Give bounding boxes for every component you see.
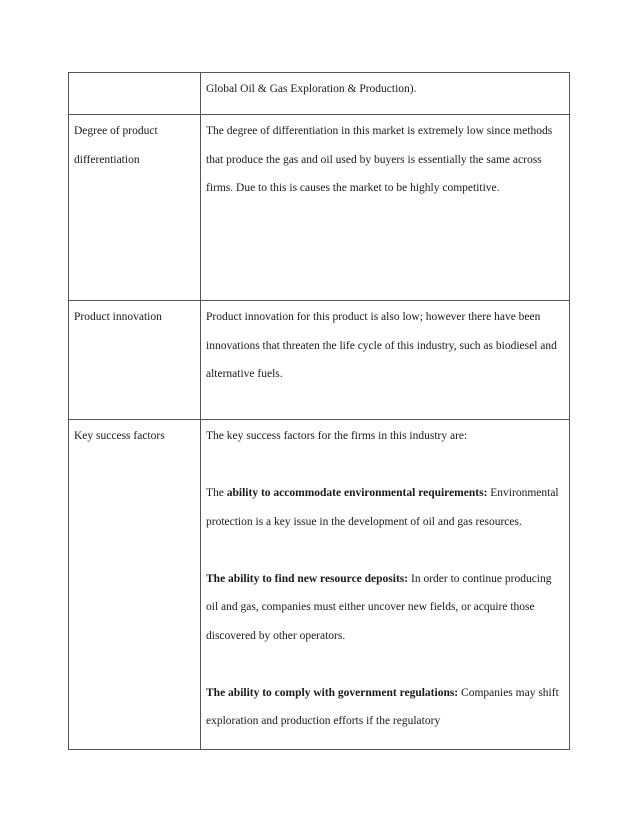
table-row	[69, 420, 570, 750]
factor-heading: The ability to find new resource deposits:	[206, 572, 409, 585]
table-row	[69, 115, 570, 301]
label-cell	[69, 115, 201, 301]
factor-text: Environmental protection is a key issue in the development of oil and gas resources.	[206, 487, 559, 528]
factor-heading: ability to accommodate environmental requirements:	[226, 487, 488, 499]
label-cell	[69, 420, 201, 750]
label-cell	[69, 73, 201, 115]
success-factor	[206, 679, 563, 736]
row-description: The degree of differentiation in this market is extremely low since methods that produce the gas and oil used by buyers is essentially the same across firms. Due to this is causes the market to be highly competitive.	[206, 125, 553, 194]
description-cell	[201, 115, 570, 301]
description-cell	[201, 420, 570, 750]
row-description: Product innovation for this product is also low; however there have been innovations that threaten the life cycle of this industry, such as biodiesel and alternative fuels.	[206, 311, 557, 380]
row-label: Key success factors	[74, 430, 165, 442]
table-row	[69, 73, 570, 115]
factor-prefix: The	[206, 487, 227, 499]
factor-heading: The ability to comply with government regulations:	[206, 686, 459, 699]
description-cell	[201, 301, 570, 420]
success-factor	[206, 479, 563, 536]
row-label: Degree of product differentiation	[74, 125, 158, 166]
factor-text: Companies may shift exploration and production efforts if the regulatory	[206, 686, 559, 727]
description-cell	[201, 73, 570, 115]
factor-text: In order to continue producing oil and gas, companies must either uncover new fields, or acquire those discovered by other operators.	[206, 572, 552, 642]
row-description: Global Oil & Gas Exploration & Production).	[206, 83, 417, 95]
success-factor	[206, 565, 563, 651]
factors-intro: The key success factors for the firms in this industry are:	[206, 430, 468, 442]
industry-analysis-table	[68, 72, 570, 750]
table-row	[69, 301, 570, 420]
row-label: Product innovation	[74, 311, 162, 323]
label-cell	[69, 301, 201, 420]
